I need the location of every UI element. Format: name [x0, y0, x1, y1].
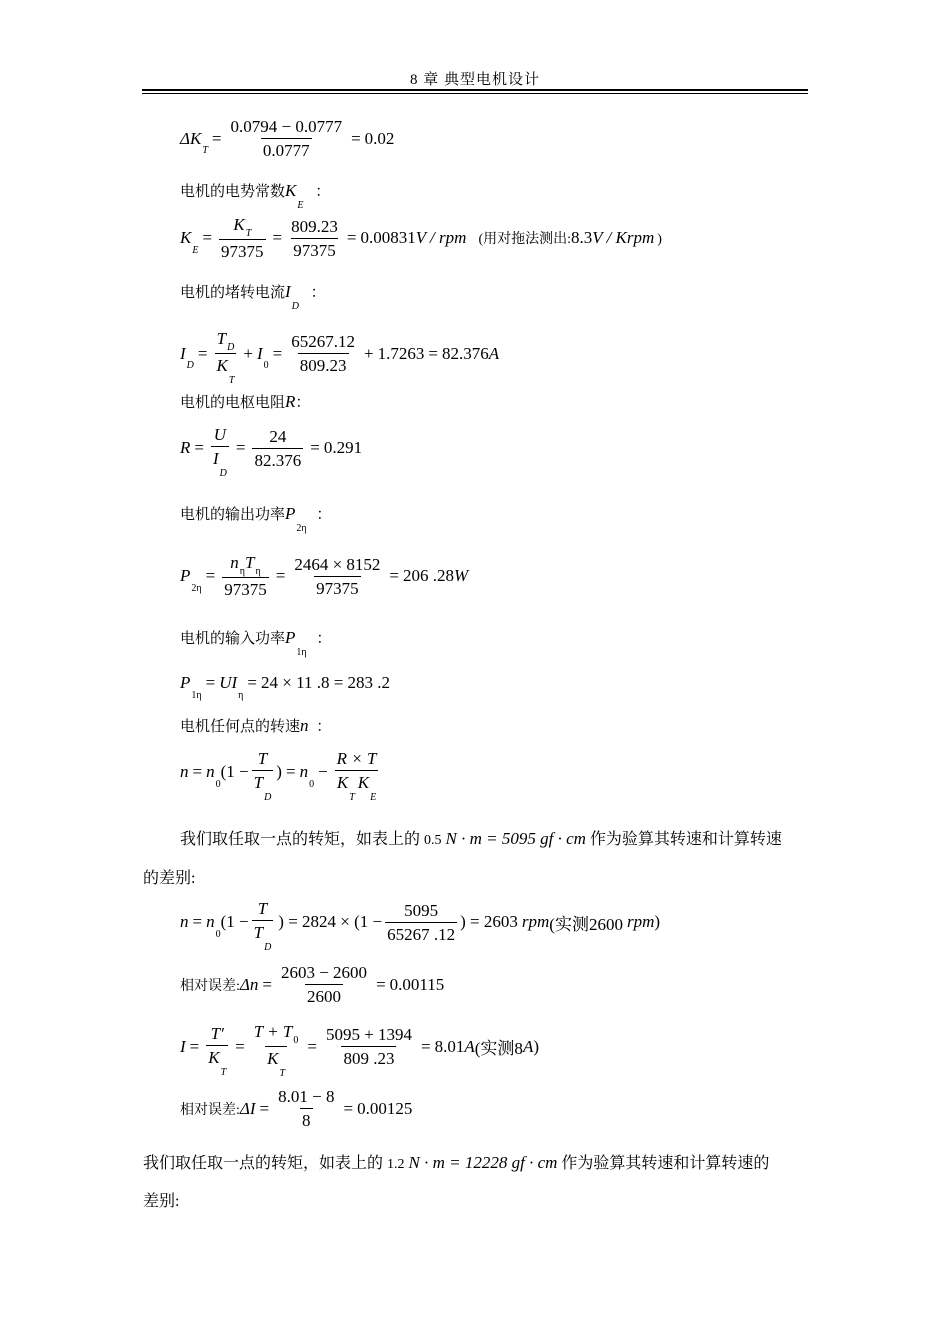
eq-mid: ) = 2824 × (1 − [278, 912, 383, 931]
eq-lhs: n [180, 762, 189, 781]
eq-note: (实测2600 [549, 914, 623, 934]
eq-open: (1 − [220, 762, 249, 781]
fraction [215, 328, 237, 386]
fraction [276, 1086, 336, 1131]
para-text: 作为验算其转速和计算转速的 [561, 1155, 770, 1172]
num-sub-b: η [255, 566, 261, 577]
eq-rhs-sub: η [238, 689, 244, 701]
numerator: 5095 [404, 900, 439, 920]
numerator: T [257, 749, 268, 768]
eq-note-unit: rpm [626, 912, 655, 931]
numerator: 24 [269, 426, 287, 446]
para-text: 我们取任取一点的转矩，如表上的 [143, 1155, 384, 1172]
eq-unit: W [454, 566, 469, 585]
para-expr: N · m = 12228 gf · cm [408, 1153, 558, 1172]
eq-n0: n [206, 762, 215, 781]
label-symbol: K [285, 181, 297, 200]
numerator [252, 1021, 301, 1046]
eq-result: 8.01 [434, 1036, 465, 1056]
denominator: 97375 [291, 238, 338, 261]
note-close: ) [657, 232, 662, 247]
num-sub: 0 [293, 1035, 299, 1046]
eq-note: (实测8 [474, 1039, 523, 1058]
numerator [228, 552, 262, 577]
equation-r: R = $\frac{U}{I_D}$ = $\frac{24}{82.376}$ = 0.291 [180, 425, 363, 479]
fraction [252, 898, 274, 953]
note-unit: V / Krpm [592, 228, 655, 247]
equation-delta-n: 相对误差: Δn = $\frac{2603 - 2600}{2600}$ = 0.00115 [180, 963, 445, 1006]
den-sub: T [220, 1066, 227, 1078]
label-symbol: P [285, 504, 296, 523]
eq-lhs: Δn [239, 974, 259, 994]
eq-unit: A [464, 1036, 475, 1056]
numerator: 0.0794 − 0.0777 [230, 117, 343, 136]
eq-label: 相对误差: [180, 978, 240, 994]
num-sym: T + T [253, 1022, 293, 1041]
denominator [206, 1045, 228, 1078]
label-sub: 2η [296, 523, 307, 534]
numerator [231, 214, 253, 239]
den-sym: K [267, 1049, 279, 1068]
eq-label: 相对误差: [180, 1102, 240, 1118]
eq-open: (1 − [220, 912, 249, 931]
eq-lhs: ΔI [239, 1098, 256, 1118]
numerator: 809.23 [291, 216, 338, 236]
label-sub: 1η [296, 647, 307, 658]
eq-lhs: n [180, 912, 189, 931]
eq-lhs: P [180, 673, 191, 692]
label-text: 电机的电势常数 [180, 184, 286, 200]
para-value: 1.2 [387, 1157, 405, 1172]
eq-n0-sub: 0 [309, 778, 315, 790]
fraction [228, 116, 344, 161]
eq-result: 0.00831 [360, 228, 416, 247]
num-sub: T [245, 228, 252, 239]
note-value: 8.3 [571, 228, 593, 247]
denominator: 97375 [219, 239, 266, 262]
eq-rhs: UI [219, 673, 238, 692]
label-text: 电机的输入功率 [180, 631, 286, 647]
label-symbol: I [285, 282, 291, 301]
label-sub: D [291, 301, 299, 312]
denominator [211, 446, 229, 479]
den-sym-b: K [357, 773, 370, 792]
para-value: 0.5 [424, 833, 442, 848]
den-sub-a: T [349, 792, 355, 803]
label-id [180, 281, 326, 312]
eq-result: 0.00115 [389, 974, 445, 994]
eq-note-unit: A [522, 1036, 534, 1056]
eq-lhs: K [180, 228, 192, 247]
label-text: 电机任何点的转速 [180, 719, 301, 735]
den-sym-a: K [336, 773, 349, 792]
label-ke [180, 180, 331, 211]
den-sub: D [264, 792, 272, 803]
num-sym: T [216, 329, 227, 348]
eq-unit: rpm [521, 912, 550, 931]
label-n [180, 715, 331, 736]
num-sub-a: η [239, 566, 245, 577]
fraction [385, 900, 457, 945]
num-sym-a: n [230, 553, 239, 572]
fraction [335, 748, 379, 803]
eq-lhs: I [180, 1036, 186, 1056]
label-sub: E [297, 200, 304, 211]
eq-result: 0.00125 [357, 1098, 413, 1118]
eq-sub: 1η [191, 689, 202, 701]
eq-n0-sub: 0 [215, 778, 221, 790]
paragraph-2-line-1 [143, 1150, 769, 1173]
denominator: 0.0777 [261, 138, 312, 161]
fraction [289, 216, 340, 261]
eq-note-close: ) [533, 1036, 539, 1056]
para-text: 我们取任取一点的转矩，如表上的 [180, 831, 421, 848]
denominator [215, 353, 237, 386]
denominator: 82.376 [252, 448, 303, 471]
note-open: (用对拖法测出: [478, 232, 571, 247]
fraction [289, 331, 357, 376]
eq-term-sub: 0 [263, 360, 269, 371]
header-rule-thin [142, 93, 808, 94]
numerator: T' [210, 1023, 224, 1043]
eq-calc: 24 × 11 .8 = 283 .2 [261, 673, 391, 692]
den-sub: D [264, 942, 272, 953]
den-sym: T [253, 923, 264, 942]
eq-n0-sub: 0 [215, 928, 221, 940]
fraction [292, 554, 382, 599]
denominator: 97375 [222, 577, 269, 600]
paragraph-1-line-2: 的差别: [143, 870, 196, 887]
eq-lhs: I [180, 343, 186, 363]
eq-result: 206 .28 [403, 566, 454, 585]
eq-n0: n [299, 762, 309, 781]
eq-sub: D [186, 360, 194, 371]
numerator: 65267.12 [291, 332, 356, 351]
denominator [265, 1046, 287, 1079]
paragraph-2-line-2: 差别: [143, 1193, 180, 1210]
equation-p1: P 1η = UI η = 24 × 11 .8 = 283 .2 [180, 673, 391, 701]
label-tail: ： [310, 285, 326, 301]
eq-n0: n [206, 912, 215, 931]
fraction [252, 748, 274, 803]
denominator [252, 770, 274, 803]
equation-delta-kt: ΔK T = $\frac{0.0794 - 0.0777}{0.0777}$ = 0.02 [180, 117, 395, 160]
equation-p2: P 2η = $\frac{n_\eta T_\eta}{97375}$ = $\frac{2464 \times 8152}{97375}$ = 206 .28 W [180, 553, 469, 599]
label-text: 电机的电枢电阻 [180, 395, 286, 411]
eq-lhs: P [180, 566, 191, 585]
den-sym: I [212, 449, 219, 468]
denominator: 97375 [314, 576, 361, 599]
fraction [222, 552, 269, 600]
equation-ke: K E = $\frac{K_T}{97375}$ = $\frac{809.23}{97375}$ = 0.00831 V / rpm (用对拖法测出:8.3V / Krpm ) [180, 215, 662, 261]
eq-sub: 2η [191, 582, 202, 594]
denominator: 8 [300, 1108, 313, 1131]
den-sym: T [253, 773, 264, 792]
num-sym-b: T [244, 553, 255, 572]
fraction [279, 962, 369, 1007]
para-expr: N · m = 5095 gf · cm [445, 829, 586, 848]
label-tail: ： [316, 631, 332, 647]
fraction [324, 1024, 414, 1069]
den-sym: K [208, 1047, 220, 1067]
eq-result: 0.02 [364, 128, 395, 148]
eq-sub: E [192, 244, 199, 256]
fraction [211, 424, 229, 479]
label-text: 电机的输出功率 [180, 507, 286, 523]
den-sub: T [228, 375, 235, 386]
eq-add: 1.7263 [377, 343, 425, 363]
eq-note-close: ) [654, 912, 661, 931]
num-sub: D [227, 342, 235, 353]
denominator: 65267 .12 [385, 922, 457, 945]
denominator [252, 920, 274, 953]
equation-id: I D = $\frac{T_D}{K_T}$ + I 0 = $\frac{65267.12}{809.23}$ + 1.7263 = 82.376 A [180, 329, 500, 386]
eq-result: 82.376 [441, 343, 489, 363]
eq-result: 0.291 [323, 438, 363, 457]
den-sym: K [216, 356, 228, 375]
para-text: 作为验算其转速和计算转速 [589, 831, 782, 848]
num-sym: K [233, 215, 245, 234]
numerator: 8.01 − 8 [278, 1087, 335, 1106]
eq-sub: T [202, 145, 208, 156]
fraction [219, 214, 266, 262]
page-header: 8 章 典型电机设计 [409, 72, 540, 88]
numerator: R × T [336, 749, 377, 768]
numerator: U [213, 425, 227, 444]
label-tail: ： [295, 395, 311, 411]
fraction [206, 1023, 228, 1078]
label-tail: ： [316, 719, 332, 735]
equation-i: I = $\frac{T'}{K_T}$ = $\frac{T + T_0}{K_T}$ = $\frac{5095 + 1394}{809 .23}$ = 8.01 A (实测8 A ) [180, 1022, 539, 1079]
eq-lhs: ΔK [180, 128, 202, 148]
eq-lhs: R [180, 438, 191, 457]
label-symbol: P [285, 628, 296, 647]
equation-n-calc: n = n 0 (1 − $\frac{T}{T_D}$ ) = 2824 × (1 − $\frac{5095}{65267 .12}$ ) = 2603 rpm (实测2600 rpm ) [180, 899, 661, 953]
label-tail: ： [315, 184, 331, 200]
denominator: 809.23 [298, 353, 349, 376]
equation-n: n = n 0 (1 − $\frac{T}{T_D}$ ) = n 0 − $\frac{R \times T}{K_TK_E}$ [180, 749, 377, 803]
eq-unit: A [488, 343, 500, 363]
eq-unit: V / rpm [415, 228, 467, 247]
label-symbol: n [300, 716, 309, 735]
eq-result: ) = 2603 [460, 912, 518, 931]
fraction [252, 1021, 301, 1079]
numerator: T [257, 899, 268, 918]
den-sub-b: E [370, 792, 377, 803]
label-tail: ： [316, 507, 332, 523]
fraction [252, 426, 303, 471]
label-symbol: R [285, 392, 296, 411]
den-sub: T [279, 1068, 285, 1079]
denominator [335, 770, 378, 803]
numerator: 5095 + 1394 [325, 1025, 413, 1044]
header-rule-thick [142, 89, 808, 91]
eq-term: I [257, 343, 263, 363]
eq-close: ) [276, 762, 282, 781]
numerator: 2603 − 2600 [280, 963, 368, 982]
denominator: 2600 [305, 984, 343, 1007]
numerator: 2464 × 8152 [294, 554, 381, 574]
den-sub: D [219, 468, 227, 479]
label-text: 电机的堵转电流 [180, 285, 286, 301]
paragraph-1-line-1 [180, 826, 782, 849]
label-r [180, 391, 310, 412]
denominator: 809 .23 [341, 1046, 396, 1069]
equation-delta-i: 相对误差: ΔI = $\frac{8.01 - 8}{8}$ = 0.00125 [180, 1087, 413, 1130]
numerator [215, 328, 237, 353]
